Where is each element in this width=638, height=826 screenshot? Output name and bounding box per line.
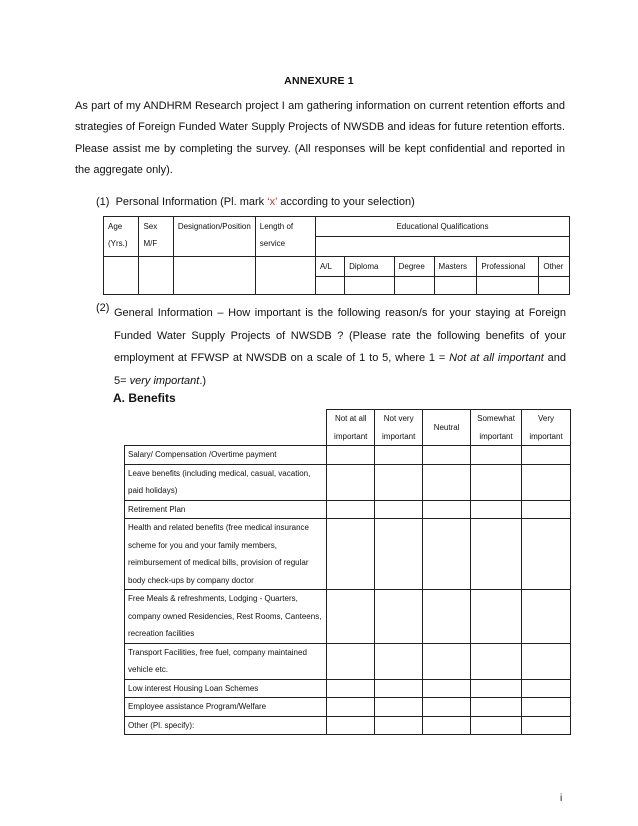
- rating-cell[interactable]: [327, 698, 375, 717]
- edu-masters-input[interactable]: [434, 277, 477, 295]
- benefit-label: Retirement Plan: [125, 500, 327, 519]
- benefit-row: [125, 500, 571, 519]
- col-educational-qualifications: Educational Qualifications: [315, 217, 569, 237]
- benefit-label: Free Meals & refreshments, Lodging - Quarters, company owned Residencies, Rest Rooms, Canteens, recreation facilities: [125, 590, 327, 644]
- benefit-label: Other (Pl. specify):: [125, 716, 327, 735]
- rating-cell[interactable]: [327, 590, 375, 644]
- rating-cell[interactable]: [471, 716, 522, 735]
- rating-cell[interactable]: [327, 446, 375, 465]
- intro-paragraph: As part of my ANDHRM Research project I am gathering information on current retention efforts and strategies of Foreign Funded Water Supply Projects of NWSDB and ideas for future retention efforts. Please assist me by completing the survey. (All responses will be kept confidential and reported in the aggregate only).: [75, 100, 565, 176]
- rating-col-3: Neutral: [423, 410, 471, 446]
- col-designation: Designation/Position: [173, 217, 255, 257]
- section-1-heading-pre: Personal Information (Pl. mark: [115, 196, 268, 208]
- benefit-row: [125, 643, 571, 679]
- edu-subheader-row: [104, 257, 570, 277]
- benefit-row: [125, 590, 571, 644]
- rating-cell[interactable]: [327, 500, 375, 519]
- rating-cell[interactable]: [423, 698, 471, 717]
- benefit-row: [125, 716, 571, 735]
- benefit-label: Health and related benefits (free medical insurance scheme for you and your family members, reimbursement of medical bills, provision of regular body check-ups by company doctor: [125, 519, 327, 590]
- col-length-of-service: Length of service: [255, 217, 315, 257]
- section-2-em-2: very important: [129, 374, 200, 387]
- personal-info-header-row: [104, 217, 570, 237]
- rating-cell[interactable]: [375, 698, 423, 717]
- rating-cell[interactable]: [375, 446, 423, 465]
- edu-other-input[interactable]: [539, 277, 570, 295]
- rating-cell[interactable]: [522, 590, 571, 644]
- rating-cell[interactable]: [423, 590, 471, 644]
- age-input-cell[interactable]: [104, 257, 139, 295]
- designation-input-cell[interactable]: [173, 257, 255, 295]
- section-1-number: (1): [96, 196, 110, 208]
- rating-cell[interactable]: [327, 643, 375, 679]
- edu-professional-input[interactable]: [477, 277, 539, 295]
- section-2-number: (2): [96, 302, 110, 314]
- sex-input-cell[interactable]: [139, 257, 173, 295]
- rating-cell[interactable]: [522, 643, 571, 679]
- benefits-heading: A. Benefits: [113, 391, 176, 405]
- rating-cell[interactable]: [522, 679, 571, 698]
- col-age: Age (Yrs.): [104, 217, 139, 257]
- section-1-heading-post: according to your selection): [277, 196, 415, 208]
- benefit-label: Salary/ Compensation /Overtime payment: [125, 446, 327, 465]
- rating-col-2: Not very important: [375, 410, 423, 446]
- rating-cell[interactable]: [522, 446, 571, 465]
- rating-cell[interactable]: [375, 464, 423, 500]
- benefit-label: Low interest Housing Loan Schemes: [125, 679, 327, 698]
- benefit-label: Transport Facilities, free fuel, company maintained vehicle etc.: [125, 643, 327, 679]
- rating-cell[interactable]: [375, 500, 423, 519]
- edu-masters: Masters: [434, 257, 477, 277]
- rating-cell[interactable]: [375, 643, 423, 679]
- rating-cell[interactable]: [471, 698, 522, 717]
- benefits-header-blank: [125, 410, 327, 446]
- edu-diploma-input[interactable]: [345, 277, 394, 295]
- benefit-row: [125, 464, 571, 500]
- section-2-text: [114, 302, 566, 392]
- rating-cell[interactable]: [423, 679, 471, 698]
- rating-cell[interactable]: [522, 500, 571, 519]
- page-title: ANNEXURE 1: [284, 75, 354, 87]
- rating-cell[interactable]: [522, 519, 571, 590]
- rating-cell[interactable]: [423, 716, 471, 735]
- edu-other: Other: [539, 257, 570, 277]
- edu-professional: Professional: [477, 257, 539, 277]
- edu-diploma: Diploma: [345, 257, 394, 277]
- rating-col-4: Somewhat important: [471, 410, 522, 446]
- section-1-mark: ‘x’: [267, 196, 278, 208]
- section-2-em-1: Not at all important: [449, 352, 544, 364]
- rating-cell[interactable]: [522, 464, 571, 500]
- rating-cell[interactable]: [423, 464, 471, 500]
- personal-info-table: [103, 216, 570, 295]
- rating-cell[interactable]: [423, 519, 471, 590]
- rating-cell[interactable]: [471, 500, 522, 519]
- col-sex: Sex M/F: [139, 217, 173, 257]
- rating-cell[interactable]: [423, 643, 471, 679]
- rating-cell[interactable]: [471, 590, 522, 644]
- benefit-row: [125, 679, 571, 698]
- rating-cell[interactable]: [471, 464, 522, 500]
- section-2-text-mid: and 5=: [114, 352, 566, 387]
- rating-cell[interactable]: [375, 716, 423, 735]
- benefit-label: Employee assistance Program/Welfare: [125, 698, 327, 717]
- benefits-table: [124, 409, 571, 735]
- rating-col-1: Not at all important: [327, 410, 375, 446]
- rating-cell[interactable]: [327, 716, 375, 735]
- rating-cell[interactable]: [522, 698, 571, 717]
- rating-cell[interactable]: [375, 519, 423, 590]
- length-input-cell[interactable]: [255, 257, 315, 295]
- benefit-row: [125, 519, 571, 590]
- section-2-text-pre: General Information – How important is the following reason/s for your staying at Foreign Funded Water Supply Projects of NWSDB ? (Please rate the following benefits of your employment at FFWSP at NWSDB on a scale of 1 to 5, where 1 =: [114, 307, 566, 364]
- benefit-row: [125, 698, 571, 717]
- page-number: i: [560, 793, 563, 804]
- benefit-label: Leave benefits (including medical, casual, vacation, paid holidays): [125, 464, 327, 500]
- rating-cell[interactable]: [522, 716, 571, 735]
- section-1-heading: [96, 196, 415, 208]
- rating-cell[interactable]: [471, 519, 522, 590]
- rating-cell[interactable]: [327, 679, 375, 698]
- rating-cell[interactable]: [423, 446, 471, 465]
- rating-cell[interactable]: [471, 679, 522, 698]
- edu-spacer-cell: [315, 237, 569, 257]
- edu-degree: Degree: [394, 257, 434, 277]
- benefits-header-row: [125, 410, 571, 446]
- edu-degree-input[interactable]: [394, 277, 434, 295]
- rating-cell[interactable]: [327, 464, 375, 500]
- rating-cell[interactable]: [471, 643, 522, 679]
- edu-al-input[interactable]: [315, 277, 344, 295]
- rating-cell[interactable]: [375, 679, 423, 698]
- rating-cell[interactable]: [471, 446, 522, 465]
- benefit-row: [125, 446, 571, 465]
- rating-col-5: Very important: [522, 410, 571, 446]
- edu-al: A/L: [315, 257, 344, 277]
- rating-cell[interactable]: [327, 519, 375, 590]
- rating-cell[interactable]: [375, 590, 423, 644]
- rating-cell[interactable]: [423, 500, 471, 519]
- section-2-text-post: .): [199, 374, 207, 387]
